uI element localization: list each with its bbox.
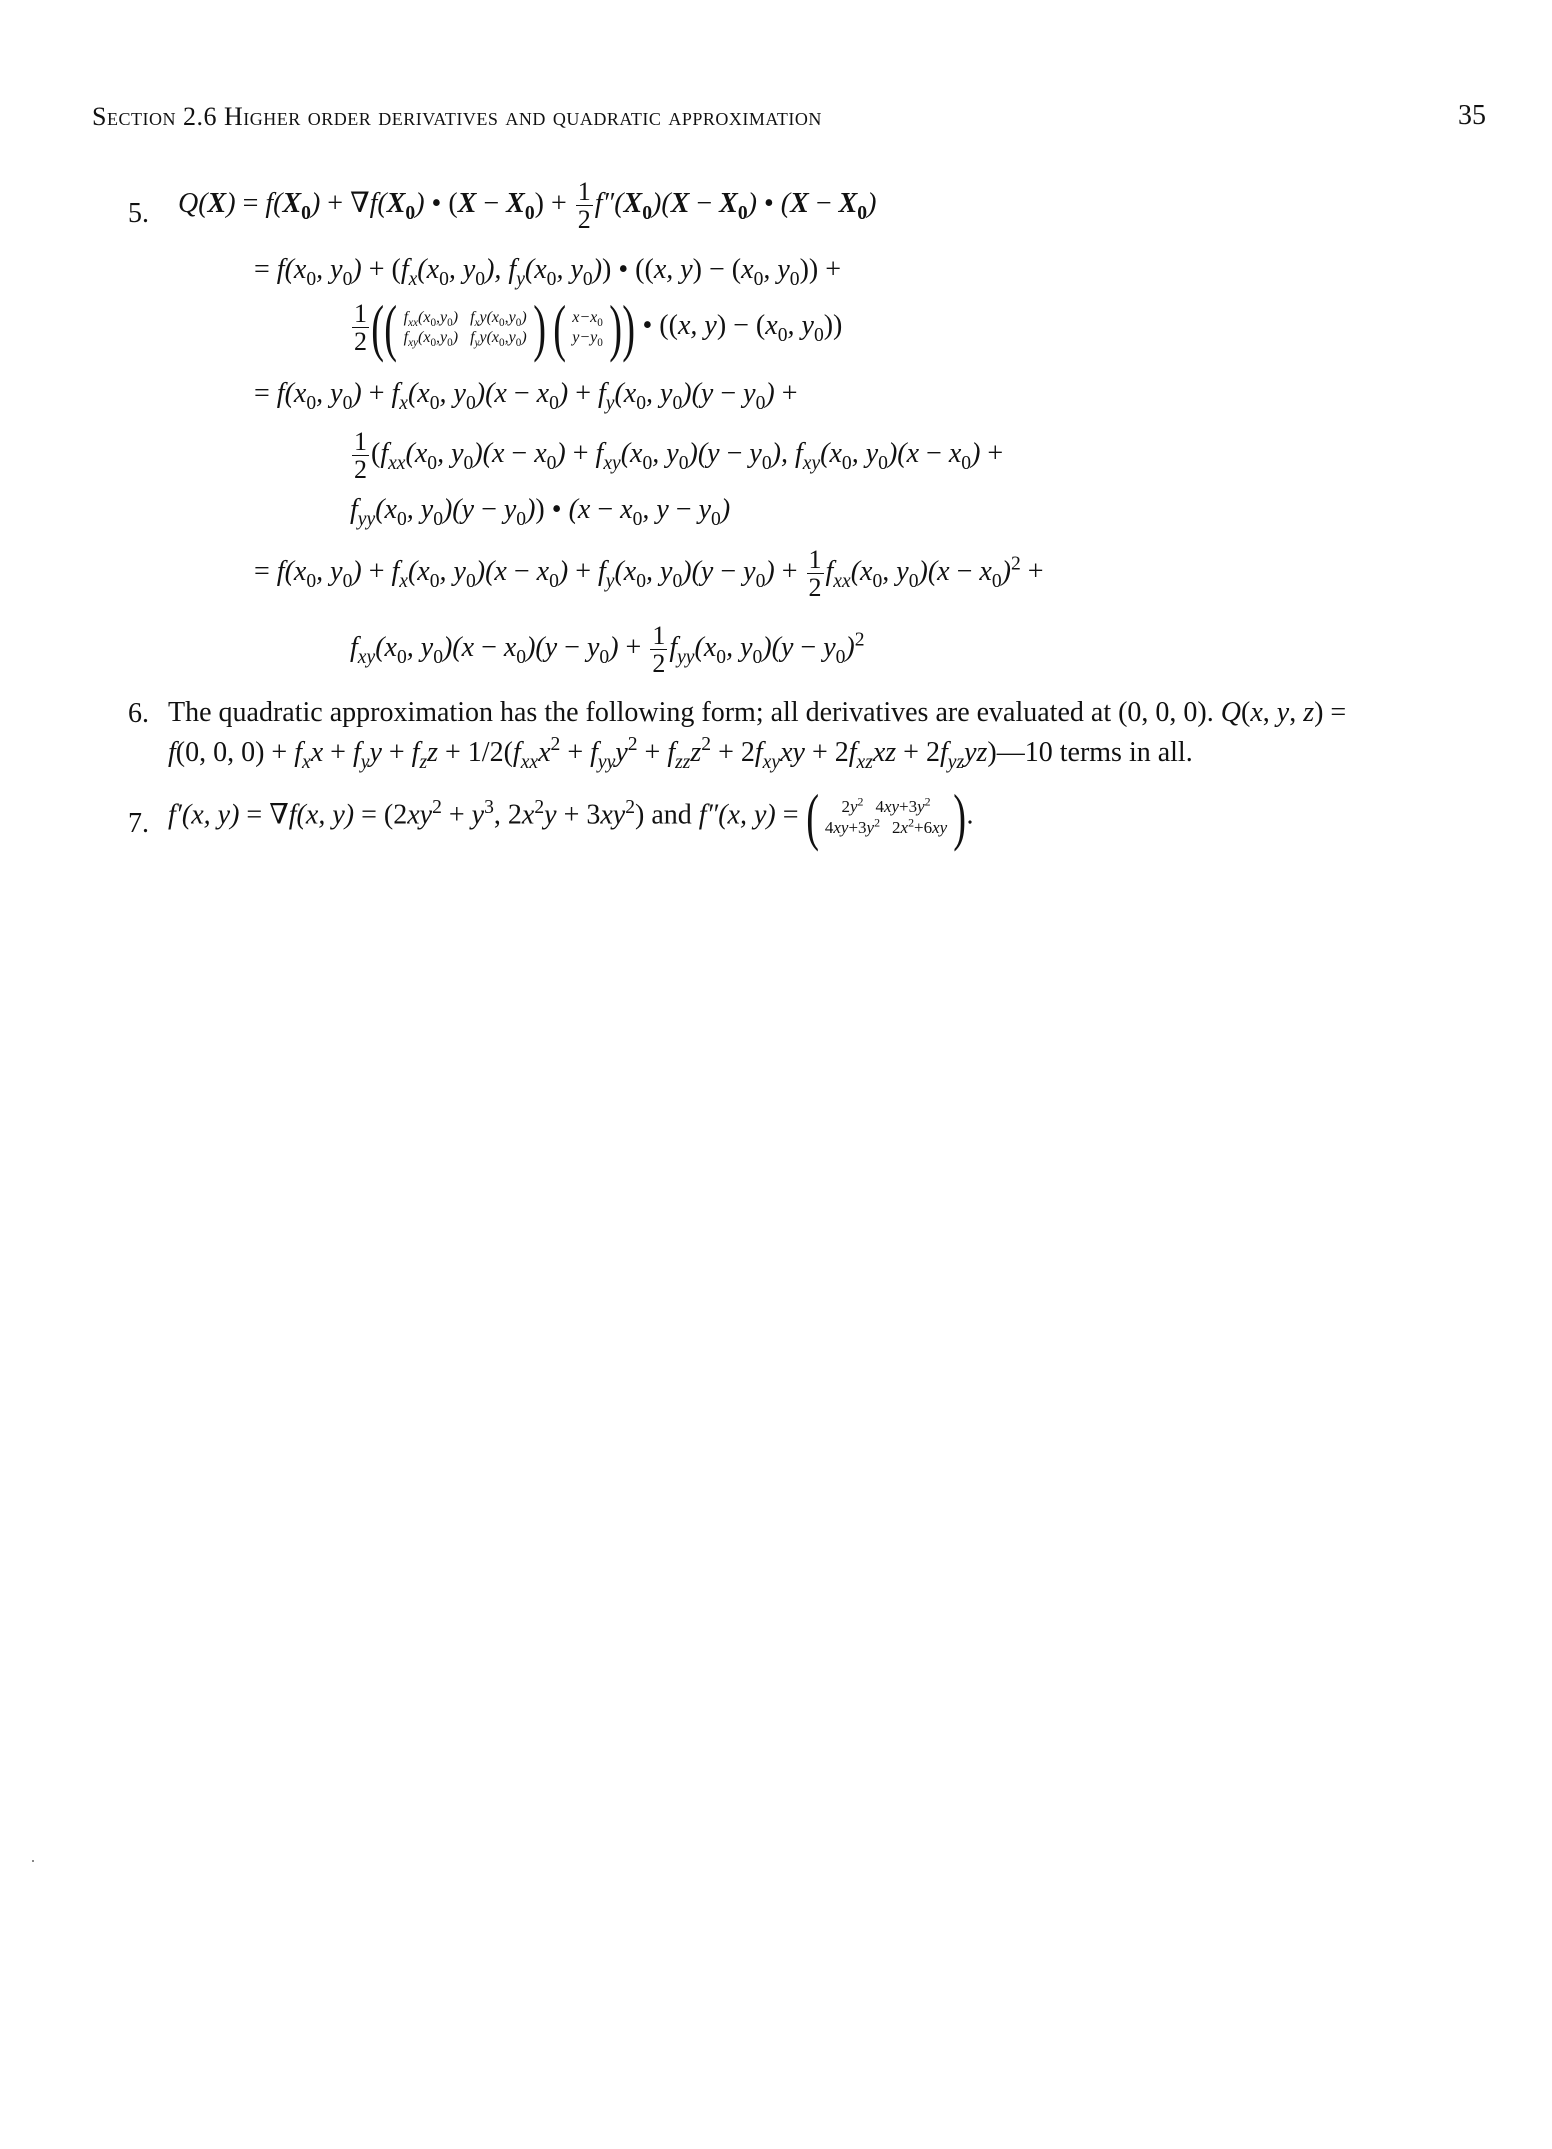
problem-5-number: 5.	[128, 198, 149, 229]
problem-7-line: f′(x, y) = ∇f(x, $y) = (2xy^2 + y^3$, $2x^2y + 3xy^2$) and f″(x, y) = ( $2y^2$ $4xy+3y^2$ $4xy+3y^2$ $2x^2+6xy$ ).	[168, 781, 974, 852]
problem-7-number: 7.	[128, 808, 149, 839]
page-number: 35	[1458, 100, 1486, 131]
problem-5-line-7: = $f(x_0$, $y_0) + f_x(x_0$, $y_0)(x - x_0) + f_y(x_0$, $y_0)(y - y_0)$ + $\frac{1}{2}$ $f_{xx}(x_0$, $y_0)(x - x_0)^2$ +	[254, 545, 1044, 603]
problem-6-line-2: f(0, 0, $0) + f_xx + f_yy + f_zz + 1/2(f_{xx}x^2 + f_{yy}y^2 + f_{zz}z^2 + 2f_{xy}xy + 2f_{xz}xz$ + $2f_{yz}yz)—10$ terms in all.	[168, 734, 1193, 773]
problem-5-line-2: = $f(x_0$, $y_0) + (f_x(x_0$, $y_0$), $f_y(x_0$, $y_0$)) • ((x, $y) - (x_0$, $y_0$)) +	[254, 254, 842, 290]
running-header: Section 2.6 Higher order derivatives and quadratic approximation	[92, 102, 822, 131]
problem-5-line-4: = $f(x_0$, $y_0) + f_x(x_0$, $y_0)(x - x_0) + f_y(x_0$, $y_0)(y - y_0)$ +	[254, 378, 798, 414]
problem-6-line-1: The quadratic approximation has the following form; all derivatives are evaluated at (0, 0, 0). Q(x, y, z) =	[168, 697, 1347, 728]
problem-6-number: 6.	[128, 698, 149, 729]
problem-5-line-8: $f_{xy}(x_0$, $y_0)(x - x_0)(y - y_0)$ + $\frac{1}{2}$ $f_{yy}(x_0$, $y_0)(y - y_0)^2$	[350, 621, 865, 679]
problem-5-line-5: $\frac{1}{2}$ ($f_{xx}(x_0$, $y_0)(x - x_0) + f_{xy}(x_0$, $y_0)(y - y_0)$, $f_{xy}(x_0$, $y_0)(x - x_0)$ +	[354, 427, 1004, 485]
problem-5-line-1: $Q(X) = f(X_0) + \nabla f(X_0)$ • $(X - X_0)$ + $\frac{1}{2}$ $f''(X_0)(X - X_0)$ • $(X - X_0)$	[178, 177, 877, 235]
problem-5-line-3: $\frac{1}{2}$ (( $f_{xx}(x_0,y_0)$ $f_xy(x_0,y_0)$ $f_{xy}(x_0,y_0)$ $f_yy(x_0,y_0)$ ) ( $x-x_0$ $y-y_0$ )) • ((x, $y) - (x_0$, $y_0$))	[354, 291, 843, 363]
hessian-matrix: $f_{xx}(x_0,y_0)$ $f_xy(x_0,y_0)$ $f_{xy}(x_0,y_0)$ $f_yy(x_0,y_0)$	[403, 308, 527, 349]
problem-6-intro: The quadratic approximation has the following form; all derivatives are evaluated at (0, 0, 0).	[168, 697, 1214, 728]
second-derivative-matrix: $2y^2$ $4xy+3y^2$ $4xy+3y^2$ $2x^2+6xy$	[824, 794, 948, 838]
problem-7-connector: and	[651, 799, 692, 831]
scan-speck	[32, 1860, 34, 1862]
problem-5-line-6: $f_{yy}(x_0$, $y_0)(y - y_0)$) • ($x - x_0$, $y - y_0$)	[350, 494, 731, 530]
column-vector: $x-x_0$ $y-y_0$	[572, 308, 603, 349]
problem-6-terms-note: —10 terms in all.	[996, 737, 1193, 768]
